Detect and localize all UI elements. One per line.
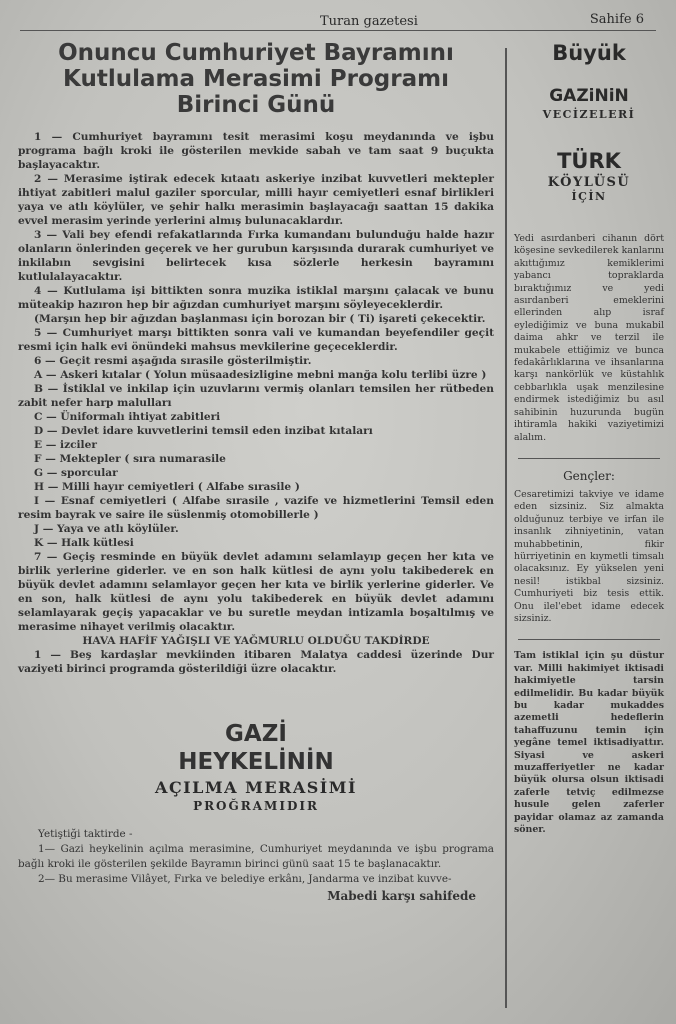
continued-note: Mabedi karşı sahifede	[327, 889, 476, 903]
parade-item: I — Esnaf cemiyetleri ( Alfabe sırasile , vazife ve hizmetlerini Temsil eden resim bayrak ve saire ile süslenmiş otomobillerle )	[18, 495, 494, 521]
parade-item: B — İstiklal ve inkilap için uzuvlarını vermiş olanları temsilen her rütbeden zabit nefer harp malulları	[18, 383, 494, 409]
program-item: 7 — Geçiş resminde en büyük devlet adamını selamlayıp geçen her kıta ve birlik yerlerine giderler. ve en son halk kütlesi de aynı yolu takibederek en büyük devlet adamını selamlayor geçen her kıta ve birlik yerlerine giderler. Ve en son, halk kütlesi de aynı yolu takibederek en büyük devlet adamını selamlayarak geçiş yapacaklar ve bu suretle meydan intizamla boşaltılmış ve merasime nihayet verilmiş olacaktır.	[18, 551, 494, 633]
parade-item: E — izciler	[34, 439, 97, 451]
sidebar-heading: İÇİN	[571, 190, 607, 203]
article-title	[18, 40, 494, 118]
program-item: 5 — Cumhuriyet marşı bittikten sonra vali ve kumandan beyefendiler geçit resmi için halk evi önündeki mahsus mevkilerine geçeceklerdir.	[18, 327, 494, 353]
program-item: 3 — Vali bey efendi refakatlarında Fırka kumandanı bulunduğu halde hazır olanların önlerinden geçerek ve her gurubun karşısında durarak cumhuriyet ve inkilabın sevgisini belirtecek kısa sözlerle herkesin bayramını kutlulalayacaktır.	[18, 229, 494, 283]
sidebar-column	[514, 40, 664, 836]
program-item: 1 — Cumhuriyet bayramını tesit merasimi koşu meydanında ve işbu programa bağlı kroki ile gösterilen mevkide sabah ve tam saat 9 buçukta başlayacaktır.	[18, 131, 494, 171]
program-body	[18, 130, 494, 676]
sidebar-divider	[518, 458, 660, 459]
sidebar-heading: GAZiNiN	[549, 86, 629, 106]
page-number: Sahife 6	[589, 12, 644, 27]
sidebar-heading: Büyük	[552, 41, 626, 65]
sidebar-heading: TÜRK	[557, 149, 621, 173]
gazi-paragraph: 2— Bu merasime Vilâyet, Fırka ve belediye erkânı, Jandarma ve inzibat kuvve-	[38, 873, 452, 885]
gazi-title-line: AÇILMA MERASİMİ	[155, 778, 357, 797]
gazi-title-line: PROĞRAMIDIR	[193, 799, 319, 813]
article-title-line: Onuncu Cumhuriyet Bayramını	[58, 40, 454, 66]
article-title-line: Kutlulama Merasimi Programı	[63, 66, 449, 92]
program-item: 4 — Kutlulama işi bittikten sonra muzika istiklal marşını çalacak ve bunu müteakip hazıron hep bir ağızdan cumhuriyet marşını söyleyeceklerdir.	[18, 285, 494, 311]
rain-heading: HAVA HAFİF YAĞIŞLI VE YAĞMURLU OLDUĞU TAKDİRDE	[82, 635, 430, 647]
sidebar-divider	[518, 639, 660, 640]
program-item: 6 — Geçit resmi aşağıda sırasile gösterilmiştir.	[34, 355, 312, 367]
article-title-line: Birinci Günü	[176, 92, 336, 118]
column-divider	[505, 48, 507, 1008]
sidebar-quote: Cesaretimizi takviye ve idame eden sizsiniz. Siz almakta olduğunuz terbiye ve irfan ile insanlık zihniyetinin, vatan muhabbetinin, fikir hürriyetinin en kıymetli timsalı olacaksınız. Ey yükselen yeni nesil! istikbal sizsiniz. Cumhuriyeti biz tesis ettik. Onu ilel'ebet idame edecek sizsiniz.	[514, 488, 664, 624]
sidebar-heading: KÖYLÜSÜ	[547, 175, 631, 190]
main-column	[18, 40, 494, 904]
sidebar-quote: Tam istiklal için şu düstur var. Milli hakimiyet iktisadi hakimiyetle tarsin edilmelidir. Bu kadar büyük bu kadar mukaddes azemetli hedeflerin tahaffuzunu temin için yegâne temel iktisadiyattır. Siyasi ve askeri muzafferiyetler ne kadar büyük olursa olsun iktisadi zaferle tetviç edilmezse husule gelen zaferler payidar olamaz az zamanda söner.	[514, 650, 664, 836]
sidebar-subheading: Gençler:	[563, 468, 615, 483]
gazi-body	[18, 827, 494, 904]
sidebar-quote: Yedi asırdanberi cihanın dört köşesine sevkedilerek kanlarını akıttığımız kemiklerimi yabancı topraklarda bıraktığımız ve yedi asırdanberi emeklerini ellerinden alıp israf eylediğimiz ve buna mukabil daima ahkr ve terzil ile mukabele ettiğimiz ve bunca fedakârlıklarına ve ihsanlarına karşı nankörlük ve küstahlık cebbarlıkla uşak menzilesine endirmek istediğimiz bu asıl sahibinin huzurunda bugün ihtiramla hakiki vaziyetimizi alalım.	[514, 233, 664, 443]
sidebar-heading: VECİZELERİ	[542, 108, 636, 121]
page-header	[20, 8, 656, 31]
parade-item: H — Milli hayır cemiyetleri ( Alfabe sırasile )	[34, 481, 300, 493]
gazi-section-title	[18, 720, 494, 813]
parade-item: A — Askeri kıtalar ( Yolun müsaadesizligine mebni manğa kolu terlibi üzre )	[34, 369, 487, 381]
program-note: (Marşın hep bir ağızdan başlanması için borozan bir ( Ti) işareti çekecektir.	[34, 313, 486, 325]
parade-item: G — sporcular	[34, 467, 118, 479]
parade-item: F — Mektepler ( sıra numarasile	[34, 453, 226, 465]
gazi-title-line: HEYKELİNİN	[178, 749, 334, 775]
program-item: 1 — Beş kardaşlar mevkiinden itibaren Malatya caddesi üzerinde Dur vaziyeti birinci programda gösterildiği üzre olacaktır.	[18, 649, 494, 675]
parade-item: K — Halk kütlesi	[34, 537, 134, 549]
program-item: 2 — Merasime iştirak edecek kıtaatı askeriye inzibat kuvvetleri mektepler ihtiyat zabitleri malul gaziler sporcular, milli hayır cemiyetleri esnaf birlikleri yaya ve atlı köylüler, ve şehir halkı merasimin başlayacağı saattan 15 dakika evvel merasim yerinde yerlerini almış bulunacaklardır.	[18, 173, 494, 227]
gazi-title-line: GAZİ	[225, 721, 287, 747]
parade-item: C — Üniformalı ihtiyat zabitleri	[34, 411, 221, 423]
parade-item: D — Devlet idare kuvvetlerini temsil eden inzibat kıtaları	[34, 425, 373, 437]
newspaper-name: Turan gazetesi	[320, 14, 418, 29]
gazi-paragraph: Yetiştiği taktirde -	[38, 828, 133, 840]
gazi-paragraph: 1— Gazi heykelinin açılma merasimine, Cumhuriyet meydanında ve işbu programa bağlı kroki ile gösterilen şekilde Bayramın birinci günü saat 15 te başlanacaktır.	[18, 843, 494, 870]
parade-item: J — Yaya ve atlı köylüler.	[34, 523, 179, 535]
